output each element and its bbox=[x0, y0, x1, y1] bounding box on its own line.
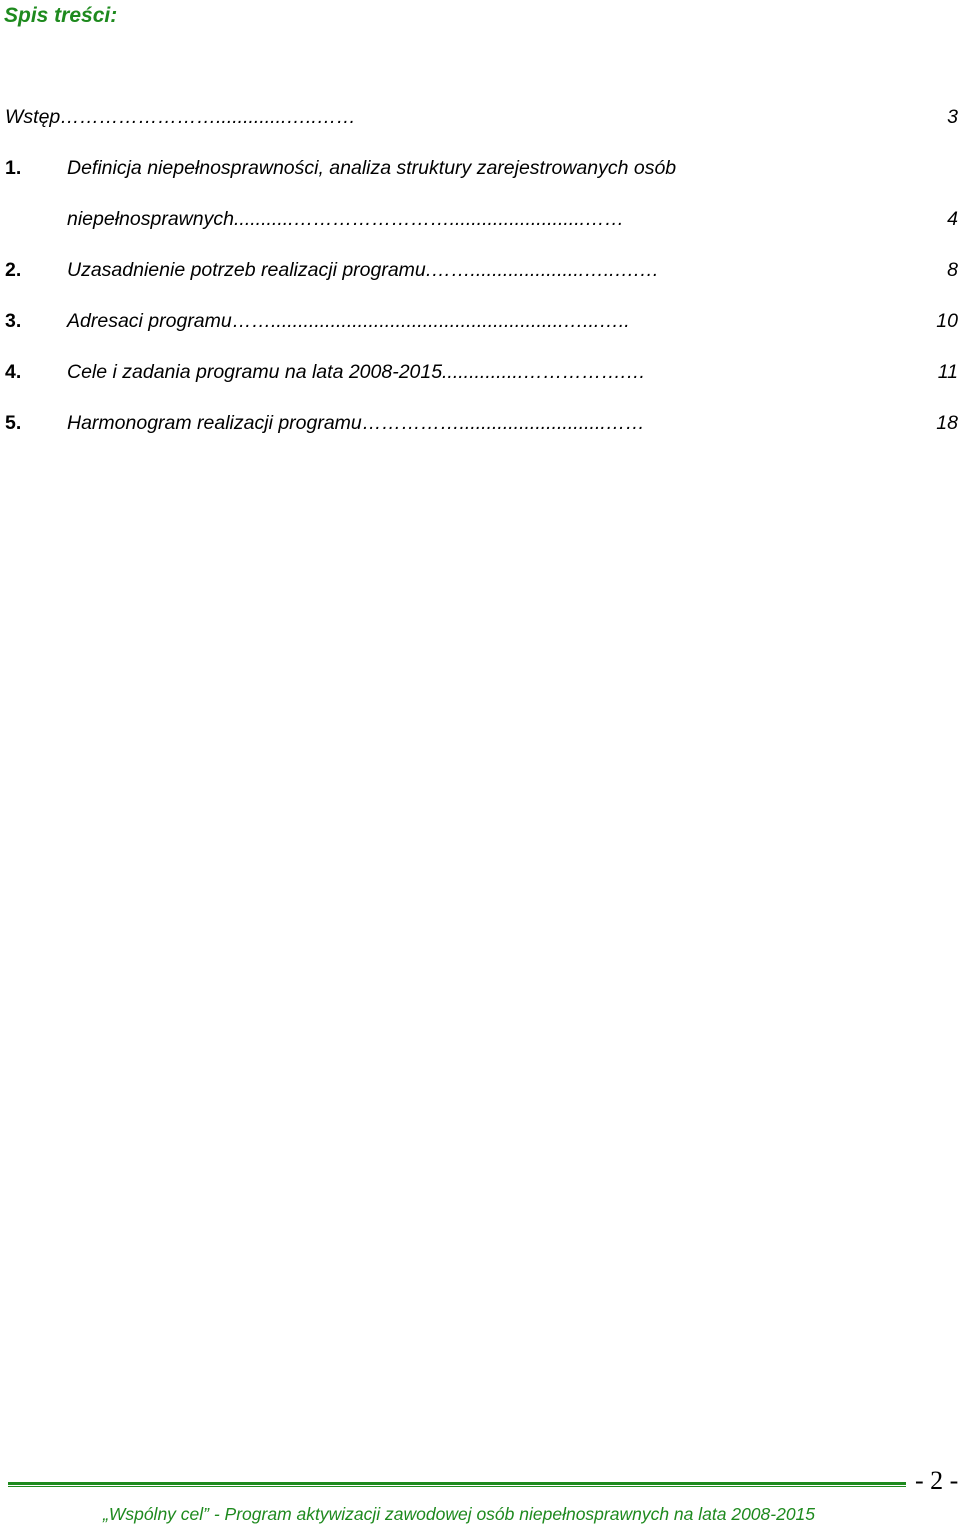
toc-entry-page: 3 bbox=[947, 106, 958, 128]
toc-entry-text: Uzasadnienie potrzeb realizacji programu bbox=[67, 259, 426, 281]
toc-entry-intro[interactable] bbox=[5, 104, 958, 130]
toc-dot-leader: …………………….............…..…… bbox=[60, 106, 356, 128]
footer-rule-thin bbox=[8, 1486, 906, 1487]
toc-entry-page: 18 bbox=[936, 412, 958, 434]
toc-entry-page: 8 bbox=[947, 259, 958, 281]
toc-entry-number: 1. bbox=[5, 157, 22, 179]
toc-entry-1[interactable] bbox=[5, 155, 958, 181]
toc-dot-leader: ……......................................................…...….. bbox=[232, 310, 630, 332]
toc-entry-text: Definicja niepełnosprawności, analiza struktury zarejestrowanych osób bbox=[67, 157, 677, 179]
toc-entry-5[interactable] bbox=[5, 410, 958, 436]
toc-dot-leader: .…….....................…..….… bbox=[426, 259, 659, 281]
toc-entry-text: Harmonogram realizacji programu bbox=[67, 412, 362, 434]
toc-dot-leader: ……………...........................…… bbox=[362, 412, 645, 434]
footer-caption: „Wspólny cel” - Program aktywizacji zawodowej osób niepełnosprawnych na lata 2008-2015 bbox=[103, 1504, 816, 1524]
toc-entry-text: Cele i zadania programu na lata 2008-2015 bbox=[67, 361, 443, 383]
toc-entry-page: 11 bbox=[937, 361, 958, 383]
footer-rule bbox=[8, 1482, 906, 1485]
toc-entry-number: 2. bbox=[5, 259, 22, 281]
toc-entry-page: 10 bbox=[936, 310, 958, 332]
toc-title: Spis treści: bbox=[4, 4, 118, 27]
page-number: - 2 - bbox=[915, 1466, 959, 1495]
toc-entry-text: Adresaci programu bbox=[67, 310, 232, 332]
toc-entry-text: Wstęp bbox=[5, 106, 61, 128]
toc-entry-number: 4. bbox=[5, 361, 22, 383]
toc-entry-4[interactable] bbox=[5, 359, 958, 385]
toc-entry-2[interactable] bbox=[5, 257, 958, 283]
toc-entry-number: 3. bbox=[5, 310, 22, 332]
toc-entry-number: 5. bbox=[5, 412, 22, 434]
toc-dot-leader: ...........…………………….........................…… bbox=[234, 208, 625, 230]
toc-entry-page: 4 bbox=[947, 208, 958, 230]
toc-entry-text: niepełnosprawnych bbox=[67, 208, 234, 230]
toc-entry-3[interactable] bbox=[5, 308, 958, 334]
toc-dot-leader: ...............…………….… bbox=[442, 361, 646, 383]
toc-entry-1-continued[interactable] bbox=[5, 206, 958, 232]
